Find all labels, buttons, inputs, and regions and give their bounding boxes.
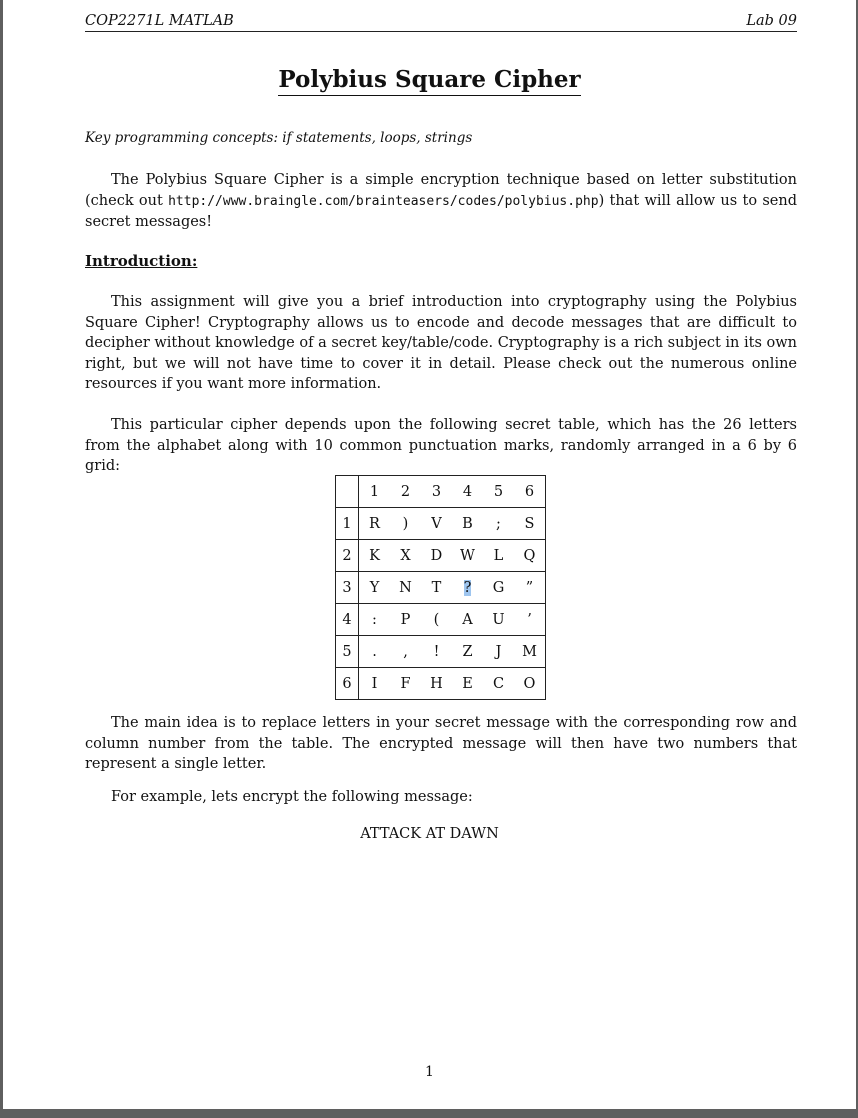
- cell-symbol: F: [400, 675, 411, 692]
- cell-symbol: N: [399, 579, 412, 596]
- cell-symbol: C: [492, 675, 505, 692]
- intro-paragraph: [85, 170, 797, 233]
- running-header: [85, 13, 797, 32]
- cell-symbol: S: [524, 515, 535, 532]
- column-header: 1: [359, 476, 391, 508]
- table-cell: [359, 668, 391, 700]
- cell-symbol: ;: [496, 515, 501, 532]
- paragraph-secret-table: This particular cipher depends upon the following secret table, which has the 26 letters from the alphabet along with 10 common punctuation marks, randomly arranged in a 6 by 6 grid:: [85, 417, 797, 474]
- cell-symbol: O: [523, 675, 536, 692]
- table-cell: [452, 604, 483, 636]
- table-corner-cell: [336, 476, 359, 508]
- cell-symbol: B: [462, 515, 473, 532]
- table-cell: [483, 604, 514, 636]
- polybius-table: [335, 475, 546, 700]
- row-header: 1: [336, 508, 359, 540]
- page-number: 1: [425, 1064, 434, 1080]
- column-header: 3: [421, 476, 452, 508]
- table-row: [336, 636, 546, 668]
- key-concepts: Key programming concepts: if statements, loops, strings: [85, 130, 473, 146]
- paragraph-example-intro: For example, lets encrypt the following message:: [111, 789, 473, 805]
- cell-symbol: W: [460, 547, 475, 564]
- cell-symbol: X: [400, 547, 411, 564]
- table-cell: [514, 572, 546, 604]
- table-row: [336, 508, 546, 540]
- column-header: 4: [452, 476, 483, 508]
- table-cell: [359, 540, 391, 572]
- table-cell: [390, 604, 421, 636]
- cell-symbol: P: [400, 611, 411, 628]
- table-cell: [514, 636, 546, 668]
- cell-symbol: ): [402, 515, 409, 532]
- row-header: 2: [336, 540, 359, 572]
- table-cell: [359, 636, 391, 668]
- cell-symbol: ,: [403, 643, 408, 660]
- cell-symbol: I: [371, 675, 378, 692]
- section-heading: Introduction:: [85, 252, 198, 270]
- cell-symbol: U: [492, 611, 505, 628]
- cell-symbol: J: [495, 643, 502, 660]
- cell-symbol: T: [431, 579, 442, 596]
- table-cell: [452, 668, 483, 700]
- row-header: 3: [336, 572, 359, 604]
- paragraph-main-idea: The main idea is to replace letters in your secret message with the corresponding row and column number from the table. The encrypted message will then have two numbers that represent a single letter.: [85, 715, 797, 772]
- table-cell: [359, 572, 391, 604]
- cell-symbol: ’: [527, 611, 532, 628]
- table-cell: [421, 508, 452, 540]
- cell-symbol: V: [431, 515, 442, 532]
- intro-text-after-url: ) that will allow us to send secret messages!: [85, 192, 797, 230]
- cell-symbol: :: [372, 611, 377, 628]
- table-cell: [483, 508, 514, 540]
- cell-symbol: .: [372, 643, 377, 660]
- table-cell: [514, 508, 546, 540]
- cell-symbol: Q: [523, 547, 536, 564]
- table-cell: [421, 636, 452, 668]
- intro-text-before-url: The Polybius Square Cipher is a simple encryption technique based on letter substitution (check out: [85, 172, 797, 209]
- table-row: [336, 572, 546, 604]
- table-cell: [483, 668, 514, 700]
- table-cell: [452, 508, 483, 540]
- cell-symbol: ”: [525, 579, 534, 596]
- column-header: 6: [514, 476, 546, 508]
- table-header-row: [336, 476, 546, 508]
- table-cell: [483, 572, 514, 604]
- table-cell: [483, 636, 514, 668]
- table-cell: [390, 540, 421, 572]
- cell-symbol: !: [433, 643, 440, 660]
- table-cell: [452, 572, 483, 604]
- table-cell: [452, 636, 483, 668]
- row-header: 5: [336, 636, 359, 668]
- cell-symbol: A: [462, 611, 473, 628]
- table-row: [336, 540, 546, 572]
- table-cell: [390, 668, 421, 700]
- table-cell: [514, 540, 546, 572]
- cell-symbol: M: [522, 643, 537, 660]
- course-label: COP2271L MATLAB: [85, 13, 234, 29]
- row-header: 4: [336, 604, 359, 636]
- reference-url: http://www.braingle.com/brainteasers/codes/polybius.php: [168, 193, 599, 209]
- cell-symbol: Y: [369, 579, 380, 596]
- example-message: ATTACK AT DAWN: [360, 826, 499, 842]
- lab-label: Lab 09: [746, 13, 797, 29]
- column-header: 2: [390, 476, 421, 508]
- document-page: [3, 0, 856, 1109]
- row-header: 6: [336, 668, 359, 700]
- table-cell: [514, 604, 546, 636]
- table-cell: [452, 540, 483, 572]
- cell-symbol: L: [493, 547, 504, 564]
- table-cell: [421, 540, 452, 572]
- table-cell: [421, 572, 452, 604]
- table-cell: [359, 508, 391, 540]
- table-cell: [390, 572, 421, 604]
- paragraph-cryptography: This assignment will give you a brief introduction into cryptography using the Polybius Square Cipher! Cryptography allows us to encode and decode messages that are difficult to decipher without knowledge of a secret key/table/code. Cryptography is a rich subject in its own right, but we will not have time to cover it in detail. Please check out the numerous online resources if you want more information.: [85, 294, 797, 392]
- table-cell: [390, 636, 421, 668]
- table-cell: [483, 540, 514, 572]
- table-cell: [514, 668, 546, 700]
- cell-symbol: G: [492, 579, 505, 596]
- cell-symbol: ?: [463, 579, 472, 596]
- cell-symbol: D: [430, 547, 443, 564]
- cell-symbol: R: [369, 515, 380, 532]
- column-header: 5: [483, 476, 514, 508]
- cell-symbol: E: [462, 675, 473, 692]
- cell-symbol: H: [430, 675, 443, 692]
- document-title: [3, 66, 856, 93]
- cell-symbol: Z: [462, 643, 473, 660]
- cell-symbol: (: [433, 611, 440, 628]
- table-cell: [421, 668, 452, 700]
- title-text: Polybius Square Cipher: [278, 66, 580, 96]
- table-cell: [359, 604, 391, 636]
- table-cell: [390, 508, 421, 540]
- table-cell: [421, 604, 452, 636]
- table-row: [336, 668, 546, 700]
- table-row: [336, 604, 546, 636]
- cell-symbol: K: [369, 547, 380, 564]
